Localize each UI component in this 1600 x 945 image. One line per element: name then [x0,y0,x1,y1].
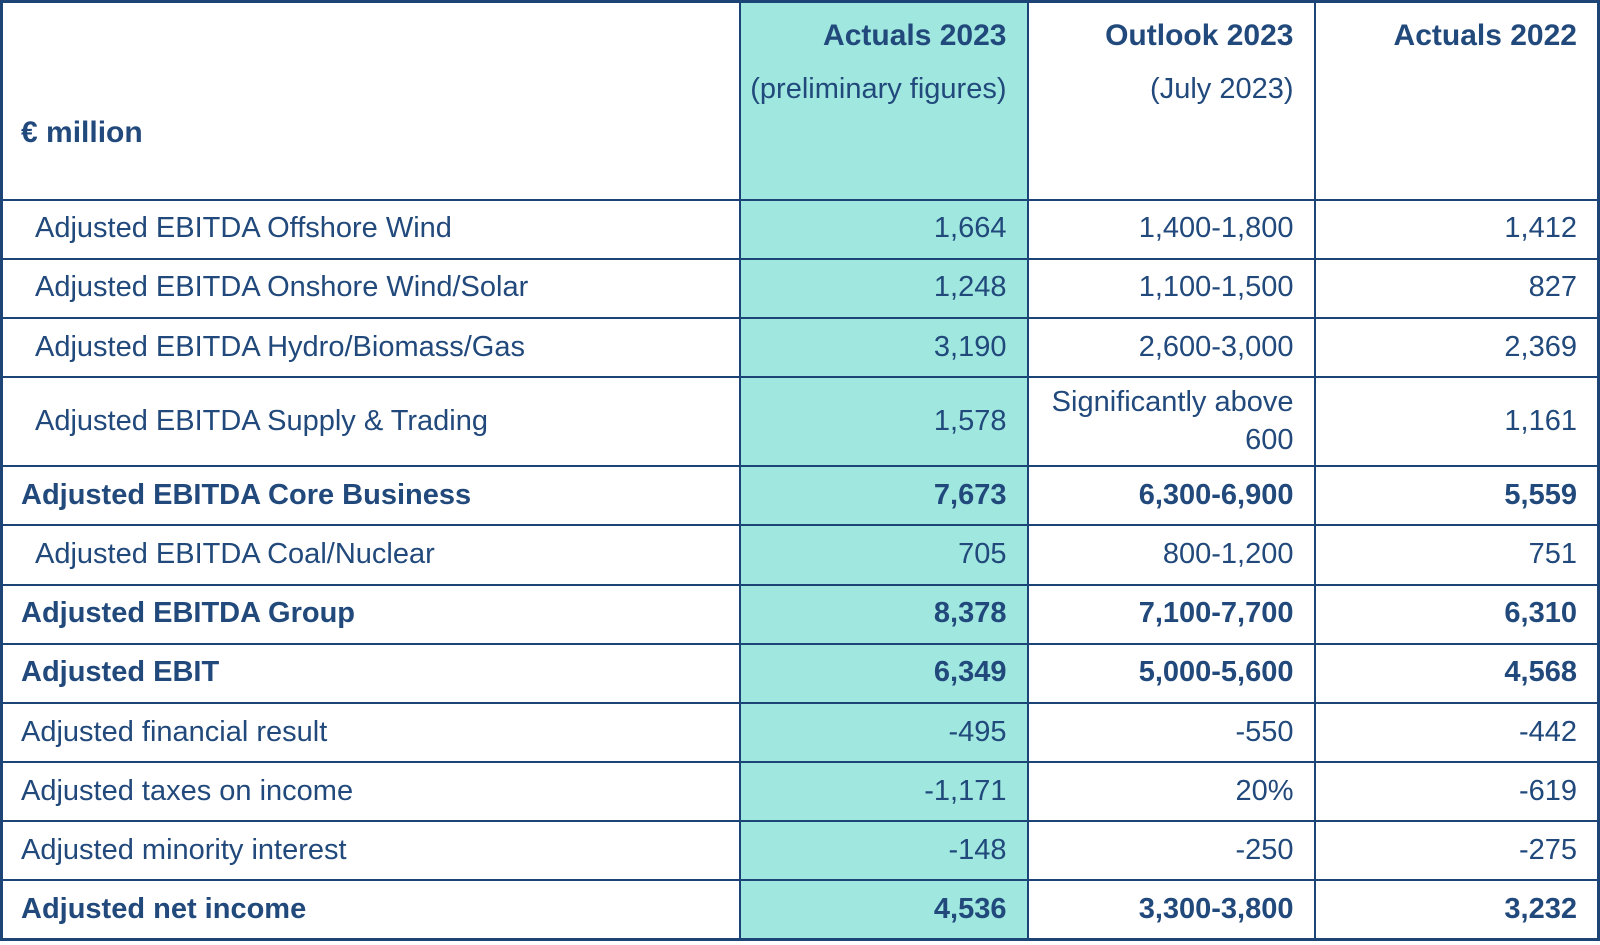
actuals-2023-value: 8,378 [740,585,1028,644]
column-title: Outlook 2023 [1105,19,1294,52]
actuals-2022-value: 5,559 [1315,466,1599,525]
actuals-2023-value: -1,171 [740,762,1028,821]
row-label: Adjusted EBITDA Supply & Trading [2,377,740,466]
row-label: Adjusted minority interest [2,821,740,880]
table-row [2,644,1599,703]
outlook-2023-value: -250 [1028,821,1315,880]
header-row [2,2,1599,200]
table-header [2,2,1599,200]
actuals-2022-value: 1,161 [1315,377,1599,466]
outlook-2023-value: Significantly above 600 [1028,377,1315,466]
outlook-2023-value: 800-1,200 [1028,525,1315,584]
row-label: Adjusted EBITDA Coal/Nuclear [2,525,740,584]
outlook-2023-value: 20% [1028,762,1315,821]
actuals-2023-value: 6,349 [740,644,1028,703]
column-subtitle: (July 2023) [1150,72,1294,105]
actuals-2022-value: -275 [1315,821,1599,880]
outlook-2023-value: 1,400-1,800 [1028,200,1315,259]
outlook-2023-value: 6,300-6,900 [1028,466,1315,525]
table-row [2,200,1599,259]
actuals-2022-value: 3,232 [1315,880,1599,939]
table-row [2,318,1599,377]
table-row [2,880,1599,939]
actuals-2022-value: 4,568 [1315,644,1599,703]
column-header-actuals-2022 [1315,2,1599,200]
column-header-outlook-2023 [1028,2,1315,200]
actuals-2023-value: 1,248 [740,259,1028,318]
column-title: Actuals 2022 [1393,19,1577,52]
outlook-2023-value: 1,100-1,500 [1028,259,1315,318]
row-label: Adjusted EBITDA Hydro/Biomass/Gas [2,318,740,377]
outlook-2023-value: 7,100-7,700 [1028,585,1315,644]
unit-label: € million [2,2,740,200]
actuals-2022-value: 827 [1315,259,1599,318]
outlook-2023-value: -550 [1028,703,1315,762]
outlook-2023-value: 3,300-3,800 [1028,880,1315,939]
actuals-2022-value: -619 [1315,762,1599,821]
actuals-2022-value: 1,412 [1315,200,1599,259]
table-row [2,525,1599,584]
table-row [2,703,1599,762]
row-label: Adjusted EBITDA Onshore Wind/Solar [2,259,740,318]
actuals-2023-value: 705 [740,525,1028,584]
table-row [2,585,1599,644]
row-label: Adjusted taxes on income [2,762,740,821]
actuals-2022-value: 2,369 [1315,318,1599,377]
column-title: Actuals 2023 [823,19,1007,52]
actuals-2022-value: 6,310 [1315,585,1599,644]
table-row [2,762,1599,821]
actuals-2023-value: -148 [740,821,1028,880]
table-body [2,200,1599,940]
actuals-2022-value: 751 [1315,525,1599,584]
outlook-2023-value: 5,000-5,600 [1028,644,1315,703]
outlook-2023-value: 2,600-3,000 [1028,318,1315,377]
actuals-2023-value: 7,673 [740,466,1028,525]
actuals-2023-value: 4,536 [740,880,1028,939]
row-label: Adjusted financial result [2,703,740,762]
table-row [2,466,1599,525]
actuals-2022-value: -442 [1315,703,1599,762]
actuals-2023-value: 3,190 [740,318,1028,377]
actuals-2023-value: 1,664 [740,200,1028,259]
row-label: Adjusted EBITDA Group [2,585,740,644]
table-row [2,821,1599,880]
table-row [2,259,1599,318]
row-label: Adjusted EBIT [2,644,740,703]
actuals-2023-value: -495 [740,703,1028,762]
actuals-2023-value: 1,578 [740,377,1028,466]
row-label: Adjusted net income [2,880,740,939]
row-label: Adjusted EBITDA Offshore Wind [2,200,740,259]
column-subtitle: (preliminary figures) [750,72,1007,105]
table-row [2,377,1599,466]
row-label: Adjusted EBITDA Core Business [2,466,740,525]
column-header-actuals-2023 [740,2,1028,200]
